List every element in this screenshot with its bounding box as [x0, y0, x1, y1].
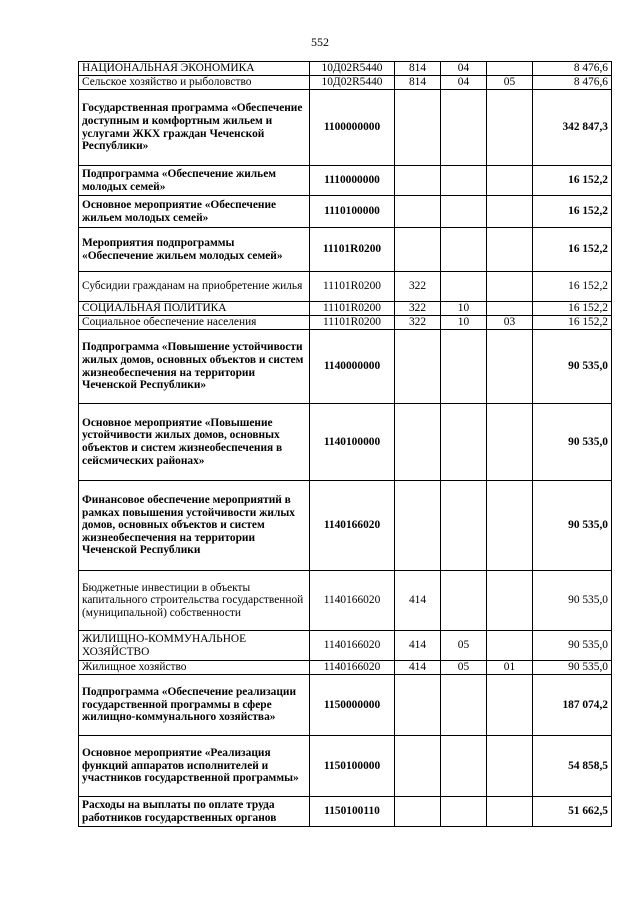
- row-code: 1100000000: [310, 90, 395, 166]
- row-name: Сельское хозяйство и рыболовство: [79, 76, 310, 90]
- row-code: 11101R0200: [310, 302, 395, 316]
- row-subsection: [487, 675, 533, 736]
- row-code: 1140100000: [310, 404, 395, 481]
- table-row: [79, 316, 612, 330]
- row-name: Субсидии гражданам на приобретение жилья: [79, 272, 310, 302]
- row-subsection: [487, 272, 533, 302]
- row-expense-type: [395, 166, 441, 196]
- row-expense-type: [395, 196, 441, 228]
- row-expense-type: 322: [395, 302, 441, 316]
- table-row: [79, 404, 612, 481]
- row-name: Бюджетные инвестиции в объекты капитального строительства государственной (муниципальной) собственности: [79, 571, 310, 631]
- row-name: Расходы на выплаты по оплате труда работников государственных органов: [79, 797, 310, 827]
- row-expense-type: 814: [395, 76, 441, 90]
- row-sum: 16 152,2: [533, 302, 612, 316]
- row-section: 04: [441, 62, 487, 76]
- row-code: 1150000000: [310, 675, 395, 736]
- row-section: [441, 736, 487, 797]
- row-name: Подпрограмма «Обеспечение реализации государственной программы в сфере жилищно-коммунального хозяйства»: [79, 675, 310, 736]
- row-subsection: 03: [487, 316, 533, 330]
- row-code: 11101R0200: [310, 316, 395, 330]
- row-sum: 90 535,0: [533, 330, 612, 404]
- row-section: 05: [441, 631, 487, 661]
- row-expense-type: 414: [395, 661, 441, 675]
- table-row: [79, 675, 612, 736]
- row-sum: 16 152,2: [533, 228, 612, 272]
- row-name: Основное мероприятие «Обеспечение жильем молодых семей»: [79, 196, 310, 228]
- row-name: Финансовое обеспечение мероприятий в рамках повышения устойчивости жилых домов, основных объектов и систем жизнеобеспечения на территории Чеченской Республики: [79, 481, 310, 571]
- row-name: Мероприятия подпрограммы «Обеспечение жильем молодых семей»: [79, 228, 310, 272]
- row-name: СОЦИАЛЬНАЯ ПОЛИТИКА: [79, 302, 310, 316]
- row-expense-type: [395, 228, 441, 272]
- row-sum: 16 152,2: [533, 196, 612, 228]
- row-section: [441, 675, 487, 736]
- row-sum: 90 535,0: [533, 661, 612, 675]
- row-section: [441, 196, 487, 228]
- row-section: 10: [441, 316, 487, 330]
- table-row: [79, 62, 612, 76]
- row-subsection: [487, 736, 533, 797]
- table-row: [79, 736, 612, 797]
- row-code: 1140166020: [310, 571, 395, 631]
- row-name: Социальное обеспечение населения: [79, 316, 310, 330]
- row-subsection: [487, 90, 533, 166]
- row-sum: 16 152,2: [533, 166, 612, 196]
- budget-table: [78, 61, 612, 827]
- row-code: 1110100000: [310, 196, 395, 228]
- table-row: [79, 196, 612, 228]
- row-expense-type: 322: [395, 272, 441, 302]
- row-section: 04: [441, 76, 487, 90]
- row-sum: 342 847,3: [533, 90, 612, 166]
- row-expense-type: [395, 90, 441, 166]
- row-subsection: [487, 62, 533, 76]
- row-sum: 8 476,6: [533, 62, 612, 76]
- row-subsection: [487, 571, 533, 631]
- row-sum: 54 858,5: [533, 736, 612, 797]
- row-expense-type: [395, 330, 441, 404]
- row-code: 1140166020: [310, 481, 395, 571]
- row-subsection: 01: [487, 661, 533, 675]
- row-section: [441, 228, 487, 272]
- row-name: НАЦИОНАЛЬНАЯ ЭКОНОМИКА: [79, 62, 310, 76]
- row-subsection: [487, 631, 533, 661]
- row-section: [441, 404, 487, 481]
- row-expense-type: [395, 736, 441, 797]
- table-row: [79, 166, 612, 196]
- row-subsection: 05: [487, 76, 533, 90]
- row-sum: 90 535,0: [533, 404, 612, 481]
- row-code: 10Д02R5440: [310, 62, 395, 76]
- row-expense-type: [395, 404, 441, 481]
- table-row: [79, 330, 612, 404]
- row-section: [441, 481, 487, 571]
- row-sum: 90 535,0: [533, 481, 612, 571]
- row-section: 05: [441, 661, 487, 675]
- table-row: [79, 797, 612, 827]
- row-code: 1140000000: [310, 330, 395, 404]
- page-number: 552: [311, 35, 329, 49]
- row-expense-type: [395, 481, 441, 571]
- row-subsection: [487, 797, 533, 827]
- row-sum: 8 476,6: [533, 76, 612, 90]
- row-code: 11101R0200: [310, 272, 395, 302]
- row-sum: 187 074,2: [533, 675, 612, 736]
- table-row: [79, 228, 612, 272]
- row-sum: 90 535,0: [533, 631, 612, 661]
- row-sum: 90 535,0: [533, 571, 612, 631]
- row-subsection: [487, 166, 533, 196]
- table-row: [79, 272, 612, 302]
- table-row: [79, 76, 612, 90]
- row-code: 1150100110: [310, 797, 395, 827]
- row-name: ЖИЛИЩНО-КОММУНАЛЬНОЕ ХОЗЯЙСТВО: [79, 631, 310, 661]
- table-row: [79, 571, 612, 631]
- row-name: Жилищное хозяйство: [79, 661, 310, 675]
- row-subsection: [487, 330, 533, 404]
- table-row: [79, 90, 612, 166]
- row-section: [441, 571, 487, 631]
- table-row: [79, 302, 612, 316]
- row-name: Основное мероприятие «Повышение устойчивости жилых домов, основных объектов и систем жизнеобеспечения в сейсмических районах»: [79, 404, 310, 481]
- row-expense-type: 414: [395, 631, 441, 661]
- row-sum: 16 152,2: [533, 272, 612, 302]
- row-section: [441, 90, 487, 166]
- row-name: Подпрограмма «Повышение устойчивости жилых домов, основных объектов и систем жизнеобеспечения на территории Чеченской Республики»: [79, 330, 310, 404]
- row-code: 1110000000: [310, 166, 395, 196]
- row-section: [441, 330, 487, 404]
- row-sum: 51 662,5: [533, 797, 612, 827]
- row-subsection: [487, 481, 533, 571]
- row-expense-type: 322: [395, 316, 441, 330]
- table-row: [79, 661, 612, 675]
- table-row: [79, 481, 612, 571]
- row-section: [441, 272, 487, 302]
- row-subsection: [487, 404, 533, 481]
- row-code: 1150100000: [310, 736, 395, 797]
- table-row: [79, 631, 612, 661]
- row-section: [441, 797, 487, 827]
- row-name: Государственная программа «Обеспечение доступным и комфортным жильем и услугами ЖКХ граждан Чеченской Республики»: [79, 90, 310, 166]
- row-name: Основное мероприятие «Реализация функций аппаратов исполнителей и участников государственной программы»: [79, 736, 310, 797]
- row-name: Подпрограмма «Обеспечение жильем молодых семей»: [79, 166, 310, 196]
- row-expense-type: 414: [395, 571, 441, 631]
- row-code: 11101R0200: [310, 228, 395, 272]
- row-subsection: [487, 302, 533, 316]
- row-code: 1140166020: [310, 661, 395, 675]
- row-expense-type: [395, 675, 441, 736]
- row-expense-type: [395, 797, 441, 827]
- row-code: 1140166020: [310, 631, 395, 661]
- row-expense-type: 814: [395, 62, 441, 76]
- row-subsection: [487, 228, 533, 272]
- row-section: 10: [441, 302, 487, 316]
- row-section: [441, 166, 487, 196]
- row-sum: 16 152,2: [533, 316, 612, 330]
- row-subsection: [487, 196, 533, 228]
- row-code: 10Д02R5440: [310, 76, 395, 90]
